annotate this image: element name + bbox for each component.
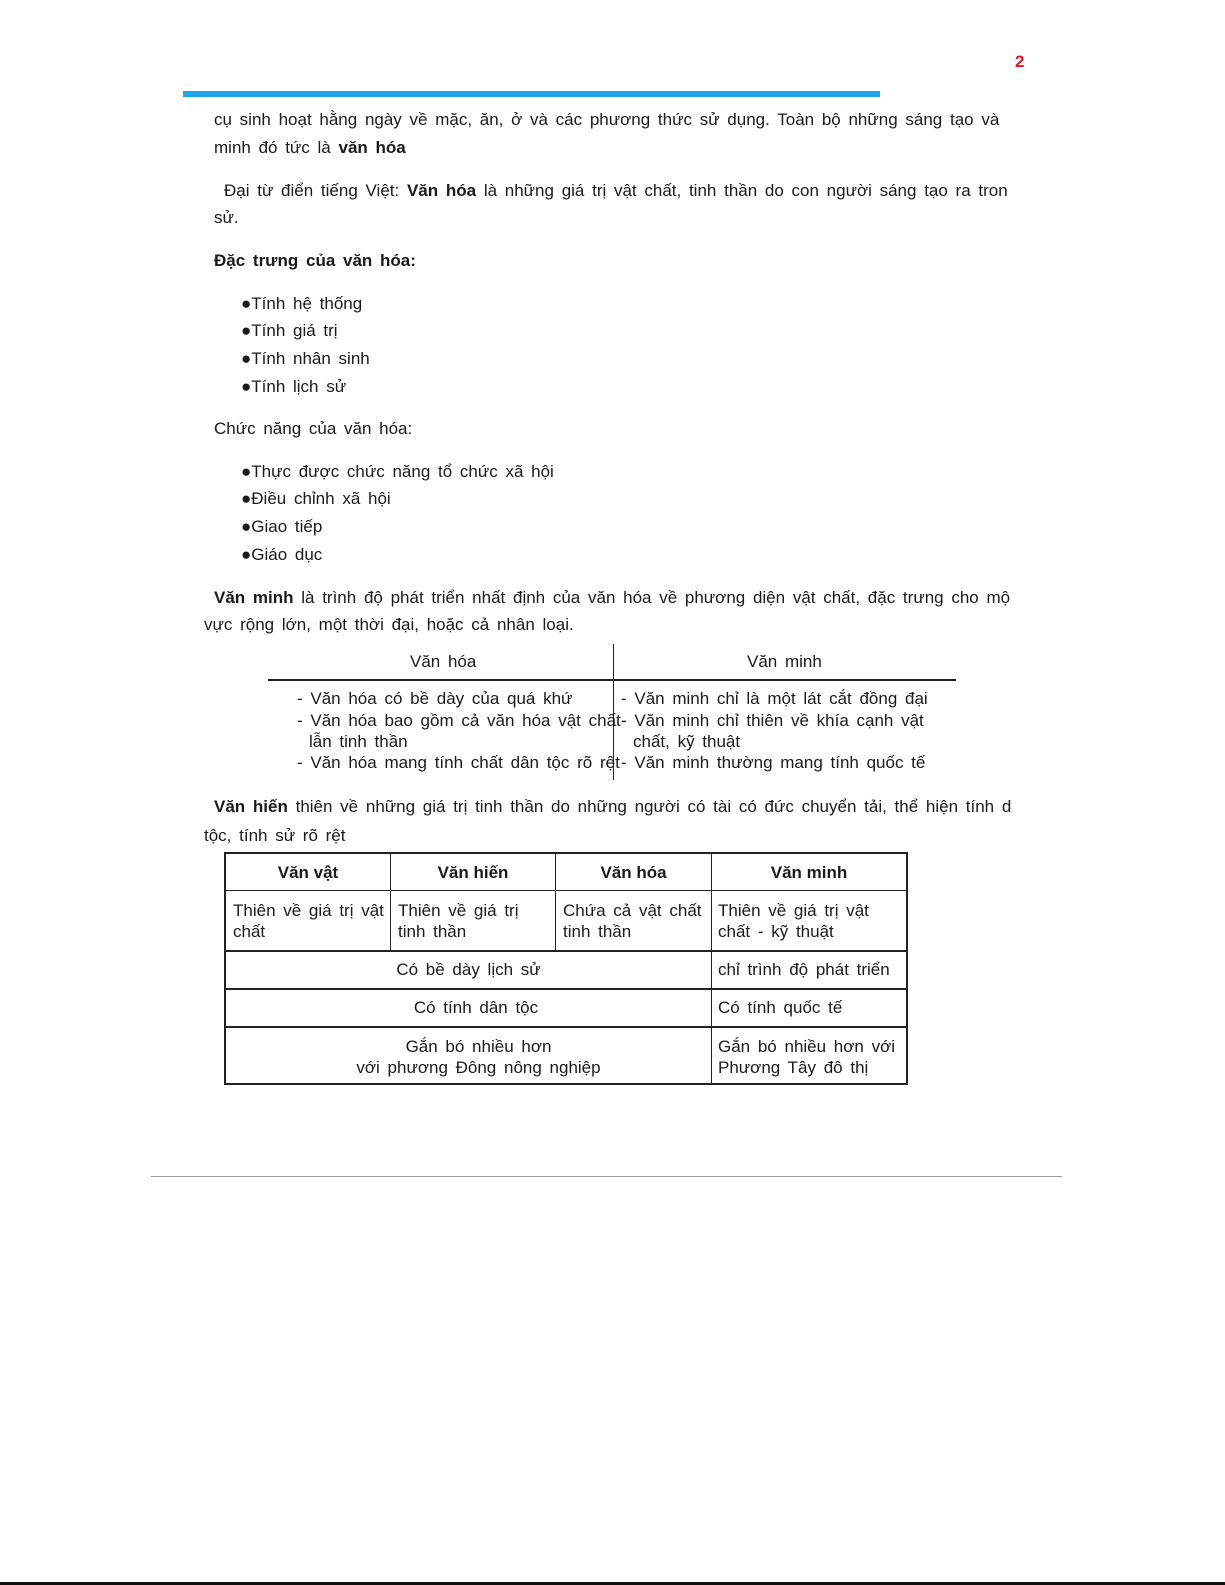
- text-run: Đại từ điển tiếng Việt:: [224, 181, 400, 200]
- bold-term: Văn hiến: [214, 797, 288, 816]
- table-cell: - Văn hóa bao gồm cả văn hóa vật chất: [297, 711, 621, 730]
- table-cell: Có tính quốc tế: [718, 998, 843, 1017]
- cell-line: tinh thần: [563, 922, 632, 941]
- table-header: Văn hiến: [437, 863, 509, 882]
- cell-line: chất - kỹ thuật: [718, 922, 834, 941]
- paragraph-line: sử.: [214, 208, 239, 227]
- bold-term: văn hóa: [338, 138, 406, 157]
- table-cell: [398, 900, 519, 942]
- cell-line: Thiên về giá trị vật: [233, 901, 384, 920]
- list-item: ●Tính giá trị: [241, 321, 338, 340]
- table-cell-merged: Có bề dày lịch sử: [396, 960, 541, 979]
- paragraph-line: [214, 139, 406, 156]
- text-run: là những giá trị vật chất, tinh thần do con người sáng tạo ra tron: [483, 181, 1008, 200]
- table-cell: - Văn hóa mang tính chất dân tộc rõ rệt: [297, 753, 620, 772]
- table-cell: - Văn minh chỉ là một lát cắt đồng đại: [621, 689, 928, 708]
- cell-line: tinh thần: [398, 922, 467, 941]
- paragraph-line: [214, 798, 1011, 815]
- cell-line: Gắn bó nhiều hơn: [405, 1037, 552, 1056]
- table-rule: [226, 1026, 906, 1028]
- list-item: ●Tính lịch sử: [241, 377, 347, 396]
- cell-line: chất: [233, 922, 266, 941]
- section-heading-functions: Chức năng của văn hóa:: [214, 419, 413, 438]
- table-cell: - Văn minh thường mang tính quốc tế: [621, 753, 926, 772]
- table-header: Văn vật: [277, 863, 339, 882]
- paragraph-line: tộc, tính sử rõ rệt: [204, 826, 346, 845]
- table-cell: - Văn minh chỉ thiên về khía cạnh vật: [621, 711, 924, 730]
- list-item: ●Thực được chức năng tổ chức xã hội: [241, 462, 554, 481]
- list-item: ●Giao tiếp: [241, 517, 323, 536]
- paragraph-line: [214, 589, 1010, 606]
- table-cell: lẫn tinh thần: [309, 732, 408, 751]
- table-header: Văn minh: [747, 652, 822, 671]
- footer-rule: [151, 1176, 1062, 1177]
- paragraph-line: cụ sinh hoạt hằng ngày về mặc, ăn, ở và các phương thức sử dụng. Toàn bộ những sáng tạo và: [214, 110, 1000, 129]
- section-heading-traits: Đặc trưng của văn hóa:: [214, 251, 416, 270]
- cell-line: Phương Tây đô thị: [718, 1058, 869, 1077]
- table-cell: [718, 900, 869, 942]
- table-header: Văn hóa: [410, 652, 477, 671]
- list-item: ●Điều chỉnh xã hội: [241, 489, 391, 508]
- bold-term: Văn hóa: [406, 181, 477, 200]
- text-run: minh đó tức là: [214, 138, 331, 157]
- cell-line: Gắn bó nhiều hơn với: [718, 1037, 896, 1056]
- table-rule: [226, 988, 906, 990]
- table-rule: [226, 890, 906, 891]
- cell-line: Chứa cả vật chất: [563, 901, 702, 920]
- bold-term: Văn minh: [214, 588, 294, 607]
- table-cell: - Văn hóa có bề dày của quá khứ: [297, 689, 573, 708]
- page-number: 2: [1015, 52, 1025, 71]
- text-run: là trình độ phát triển nhất định của văn hóa về phương diện vật chất, đặc trưng cho mộ: [301, 588, 1011, 607]
- table-header: Văn hóa: [600, 863, 667, 882]
- list-item: ●Tính hệ thống: [241, 294, 363, 313]
- table-cell: chỉ trình độ phát triển: [718, 960, 890, 979]
- table-rule: [226, 950, 906, 952]
- list-item: ●Giáo dục: [241, 545, 323, 564]
- table-cell: [718, 1036, 895, 1078]
- cell-line: Thiên về giá trị: [398, 901, 519, 920]
- cell-line: Thiên về giá trị vật: [718, 901, 869, 920]
- table-cell: [563, 900, 702, 942]
- table-header-rule: [268, 679, 956, 681]
- table-header: Văn minh: [770, 863, 848, 882]
- cell-line: với phương Đông nông nghiệp: [356, 1058, 601, 1077]
- table-cell: chất, kỹ thuật: [633, 732, 741, 751]
- paragraph-line: vực rộng lớn, một thời đại, hoặc cả nhân loại.: [204, 615, 574, 634]
- table-cell: [233, 900, 384, 942]
- list-item: ●Tính nhân sinh: [241, 349, 370, 368]
- text-run: thiên về những giá trị tinh thần do những người có tài có đức chuyển tải, thể hiện tính d: [295, 797, 1012, 816]
- concepts-table: [224, 852, 908, 1085]
- table-cell-merged: [226, 1036, 731, 1078]
- header-accent-bar: [183, 91, 880, 97]
- table-cell-merged: Có tính dân tộc: [413, 998, 539, 1017]
- paragraph-line: [224, 182, 1008, 199]
